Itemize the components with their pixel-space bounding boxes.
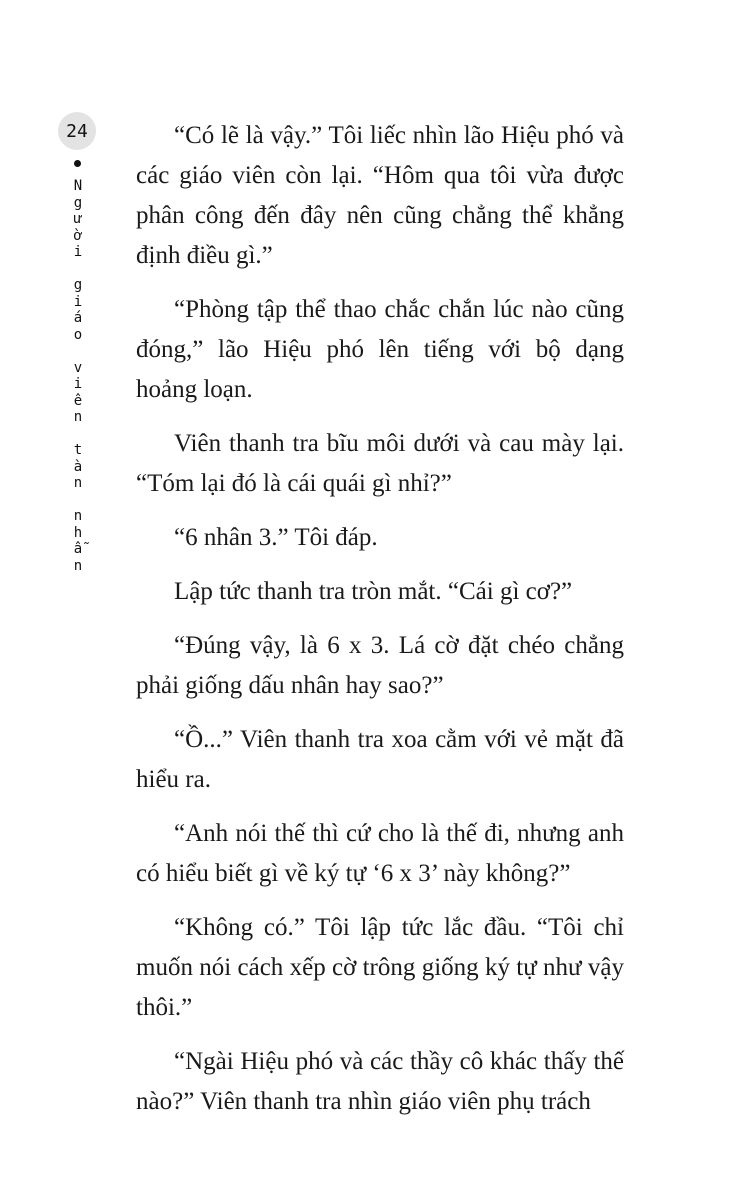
title-char: n	[73, 557, 83, 574]
title-char: n	[73, 475, 83, 491]
title-char: t	[73, 442, 83, 458]
paragraph: “Ồ...” Viên thanh tra xoa cằm với vẻ mặt đã hiểu ra.	[136, 726, 624, 793]
title-char: n	[73, 409, 83, 425]
sidebar-bullet	[74, 160, 81, 167]
body-text	[136, 116, 624, 1136]
title-char: N	[73, 178, 83, 194]
paragraph: “6 nhân 3.” Tôi đáp.	[174, 524, 378, 551]
paragraph: Viên thanh tra bĩu môi dưới và cau mày lại. “Tóm lại đó là cái quái gì nhỉ?”	[136, 430, 624, 497]
running-book-title	[66, 178, 90, 574]
title-char: i	[73, 244, 83, 260]
title-char: g	[73, 194, 83, 211]
paragraph: “Không có.” Tôi lập tức lắc đầu. “Tôi chỉ muốn nói cách xếp cờ trông giống ký tự như vậy thôi.”	[136, 914, 624, 1021]
title-char: n	[73, 508, 83, 524]
title-char: ẫ	[73, 541, 83, 557]
title-char: ê	[73, 392, 83, 409]
title-char: i	[73, 293, 83, 310]
paragraph: “Phòng tập thể thao chắc chắn lúc nào cũng đóng,” lão Hiệu phó lên tiếng với bộ dạng hoảng loạn.	[136, 296, 624, 403]
title-char: v	[73, 359, 83, 376]
title-char: ờ	[73, 227, 83, 244]
title-char: h	[73, 524, 83, 541]
title-char: ư	[73, 211, 83, 227]
title-char: g	[73, 277, 83, 293]
paragraph: Lập tức thanh tra tròn mắt. “Cái gì cơ?”	[174, 578, 573, 605]
paragraph: “Ngài Hiệu phó và các thầy cô khác thấy thế nào?” Viên thanh tra nhìn giáo viên phụ trách	[136, 1048, 624, 1115]
paragraph: “Có lẽ là vậy.” Tôi liếc nhìn lão Hiệu phó và các giáo viên còn lại. “Hôm qua tôi vừa được phân công đến đây nên cũng chẳng thể khẳng định điều gì.”	[136, 122, 624, 269]
page-number: 24	[58, 112, 96, 150]
title-char: à	[73, 458, 83, 475]
title-char: á	[73, 310, 83, 326]
paragraph: “Anh nói thế thì cứ cho là thế đi, nhưng anh có hiểu biết gì về ký tự ‘6 x 3’ này không?”	[136, 820, 624, 887]
title-char: i	[73, 376, 83, 392]
paragraph: “Đúng vậy, là 6 x 3. Lá cờ đặt chéo chẳng phải giống dấu nhân hay sao?”	[136, 632, 624, 699]
title-char: o	[73, 326, 83, 343]
